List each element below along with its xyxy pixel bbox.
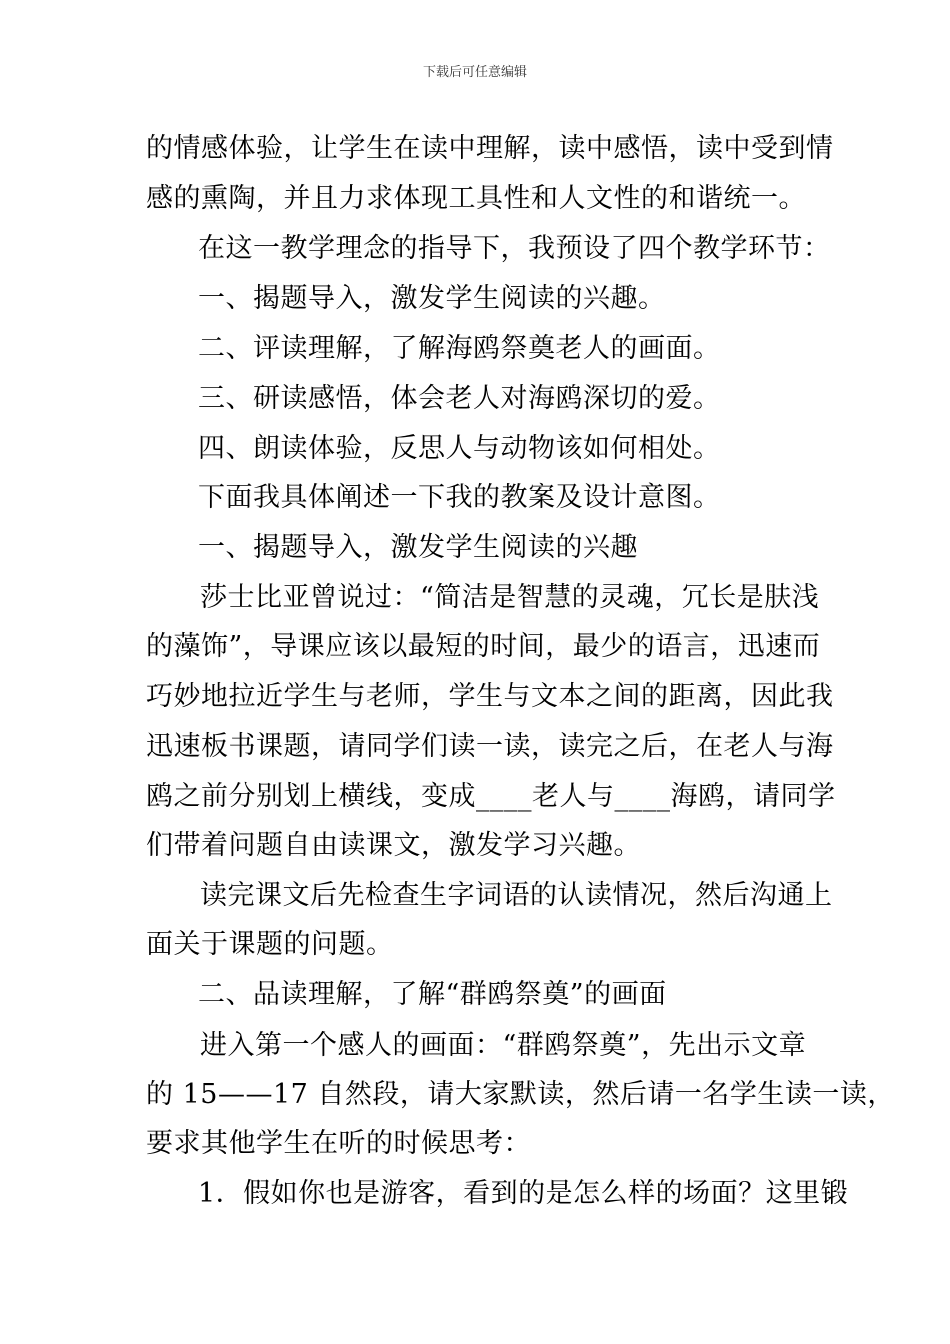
section-heading: 一、揭题导入，激发学生阅读的兴趣	[198, 532, 638, 563]
text-line: 1．假如你也是游客，看到的是怎么样的场面？这里锻	[198, 1178, 849, 1209]
text-line: 的 15——17 自然段，请大家默读，然后请一名学生读一读，	[146, 1079, 895, 1110]
text-line: 二、评读理解，了解海鸥祭奠老人的画面。	[198, 333, 721, 364]
text-line: 读完课文后先检查生字词语的认读情况，然后沟通上	[200, 880, 833, 911]
text-line: 莎士比亚曾说过：“简洁是智慧的灵魂，冗长是肤浅	[200, 582, 820, 613]
text-line: 要求其他学生在听的时候思考：	[146, 1128, 531, 1159]
text-line: 下面我具体阐述一下我的教案及设计意图。	[198, 482, 721, 513]
text-line: 感的熏陶，并且力求体现工具性和人文性的和谐统一。	[146, 183, 806, 214]
text-line: 鸥之前分别划上横线，变成____老人与____海鸥，请同学	[146, 781, 836, 812]
section-heading: 二、品读理解，了解“群鸥祭奠”的画面	[198, 979, 667, 1010]
text-line: 一、揭题导入，激发学生阅读的兴趣。	[198, 283, 666, 314]
text-line: 的情感体验，让学生在读中理解，读中感悟，读中受到情	[146, 133, 834, 164]
text-line: 进入第一个感人的画面：“群鸥祭奠”，先出示文章	[200, 1030, 807, 1061]
text-line: 在这一教学理念的指导下，我预设了四个教学环节：	[198, 233, 831, 264]
text-line: 迅速板书课题，请同学们读一读，读完之后，在老人与海	[146, 731, 834, 762]
text-line: 巧妙地拉近学生与老师，学生与文本之间的距离，因此我	[146, 681, 834, 712]
text-line: 的藻饰”，导课应该以最短的时间，最少的语言，迅速而	[146, 631, 821, 662]
text-line: 三、研读感悟，体会老人对海鸥深切的爱。	[198, 383, 721, 414]
text-line: 四、朗读体验，反思人与动物该如何相处。	[198, 433, 721, 464]
text-line: 面关于课题的问题。	[146, 929, 394, 960]
text-line: 们带着问题自由读课文，激发学习兴趣。	[146, 830, 641, 861]
page-header: 下载后可任意编辑	[422, 65, 527, 80]
